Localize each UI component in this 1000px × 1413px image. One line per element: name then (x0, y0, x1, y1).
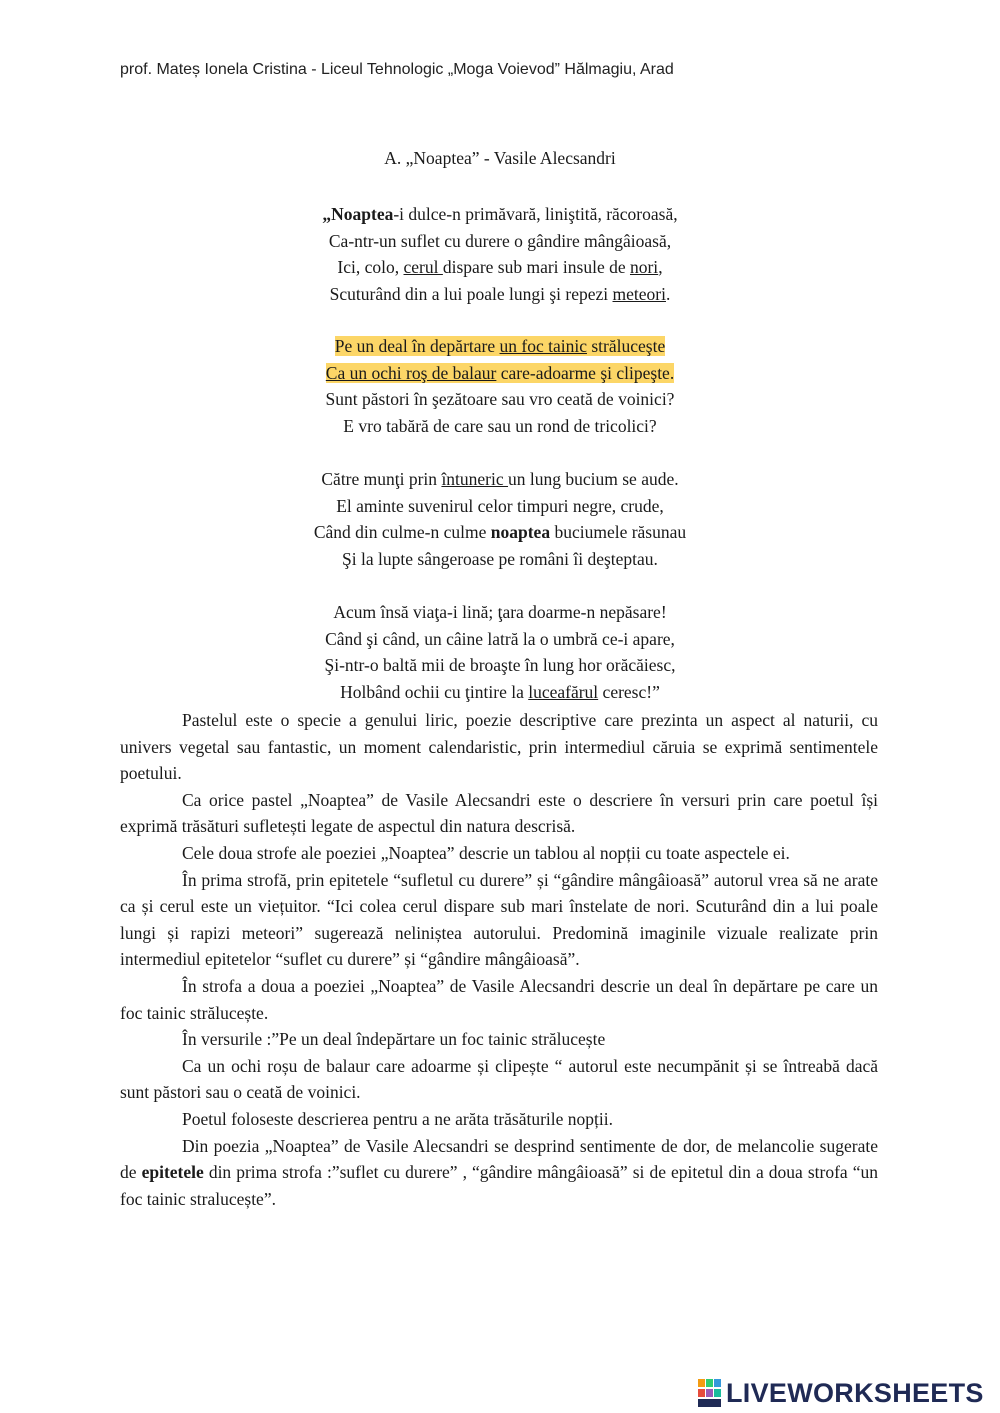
poem-line: Scuturând din a lui poale lungi şi repezi meteori. (329, 283, 671, 304)
poem-stanza-1 (0, 201, 1000, 307)
liveworksheets-logo[interactable] (698, 1378, 984, 1408)
underlined-word: cerul (403, 257, 443, 278)
poem-line: Când din culme-n culme noaptea buciumele răsunau (313, 522, 687, 543)
poem-line-highlighted: Pe un deal în depărtare un foc tainic străluceşte (334, 336, 666, 356)
poem-stanza-4 (0, 599, 1000, 705)
poem-stanza-3 (0, 466, 1000, 572)
poem-line: Sunt păstori în şezătoare sau vro ceată de voinici? (325, 389, 675, 410)
underlined-word: nori (629, 257, 659, 278)
underlined-word: luceafărul (528, 681, 599, 702)
essay-paragraph: În strofa a doua a poeziei „Noaptea” de Vasile Alecsandri descrie un deal în depărtare pe care un foc tainic strălucește. (120, 975, 878, 1023)
underlined-phrase: un foc tainic (499, 336, 587, 356)
poem-line: Acum însă viaţa-i lină; ţara doarme-n nepăsare! (333, 602, 667, 622)
underlined-word: întuneric (441, 469, 509, 489)
essay-paragraph: Din poezia „Noaptea” de Vasile Alecsandri se desprind sentimente de dor, de melancolie sugerate de epitetele din prima strofa :”suflet cu durere” , “gândire mângâioasă” si de epitetul din a doua strofa “un foc tainic stralucește”. (120, 1135, 878, 1209)
poem-line: E vro tabără de care sau un rond de tricolici? (343, 415, 657, 436)
poem-line: Şi-ntr-o baltă mii de broaşte în lung hor orăcăiesc, (324, 655, 676, 676)
bold-word: epitetele (141, 1162, 204, 1183)
logo-text: LIVEWORKSHEETS (726, 1377, 984, 1408)
bold-word: noaptea (490, 522, 551, 543)
essay-paragraph: În prima strofă, prin epitetele “sufletul cu durere” și “gândire mângâioasă” autorul vrea să ne arate ca și cerul este un viețuitor. “Ici colea cerul dispare sub mari înstelate de nori. Scuturând din a lui poale lungi și rapizi meteori” sugerează neliniștea autorului. Predomină imaginile vizuale realizate prin intermediul epitetelor “suflet cu durere” și “gândire mângâioasă”. (120, 869, 878, 970)
poem-line: Ca-ntr-un suflet cu durere o gândire mângâioasă, (328, 230, 672, 251)
poem-line: Către munţi prin întuneric un lung bucium se aude. (321, 469, 679, 489)
poem-line: El aminte suvenirul celor timpuri negre, crude, (336, 495, 664, 516)
liveworksheets-logo-icon (698, 1379, 722, 1407)
page-header: prof. Mateș Ionela Cristina - Liceul Tehnologic „Moga Voievod” Hălmagiu, Arad (120, 61, 674, 78)
poem-line: Holbând ochii cu ţintire la luceafărul ceresc!” (340, 681, 660, 702)
essay-paragraph: Ca un ochi roșu de balaur care adoarme și clipește “ autorul este necumpănit și se întreabă dacă sunt păstori sau o ceată de voinici. (120, 1055, 878, 1103)
poem-line-highlighted: Ca un ochi roş de balaur care-adoarme şi clipeşte. (325, 362, 675, 383)
poem-line: Ici, colo, cerul dispare sub mari insule de nori, (337, 257, 663, 278)
underlined-word: meteori (612, 283, 666, 304)
poem-line: „Noaptea-i dulce-n primăvară, liniştită, răcoroasă, (322, 204, 678, 224)
poem-line: Şi la lupte sângeroase pe români îi deşteptau. (342, 548, 658, 569)
bold-word: „Noaptea (322, 204, 394, 224)
poem-title: A. „Noaptea” - Vasile Alecsandri (384, 148, 616, 168)
essay-paragraph: Ca orice pastel „Noaptea” de Vasile Alecsandri este o descriere în versuri prin care poetul își exprimă trăsături sufletești legate de aspectul din natura descrisă. (120, 789, 878, 837)
essay-body (120, 707, 878, 1212)
essay-paragraph: În versurile :”Pe un deal îndepărtare un foc tainic strălucește (182, 1029, 606, 1050)
essay-paragraph: Poetul foloseste descrierea pentru a ne arăta trăsăturile nopții. (182, 1108, 614, 1129)
essay-paragraph: Pastelul este o specie a genului liric, poezie descriptive care prezinta un aspect al naturii, cu univers vegetal sau fantastic, un moment calendaristic, prin intermediul căruia se exprimă sentimentele poetului. (120, 710, 878, 784)
poem-stanza-2 (0, 333, 1000, 439)
underlined-phrase: Ca un ochi roş de balaur (325, 362, 497, 383)
essay-paragraph: Cele doua strofe ale poeziei „Noaptea” descrie un tablou al nopții cu toate aspectele ei. (182, 842, 790, 863)
poem-line: Când şi când, un câine latră la o umbră ce-i apare, (325, 628, 675, 649)
